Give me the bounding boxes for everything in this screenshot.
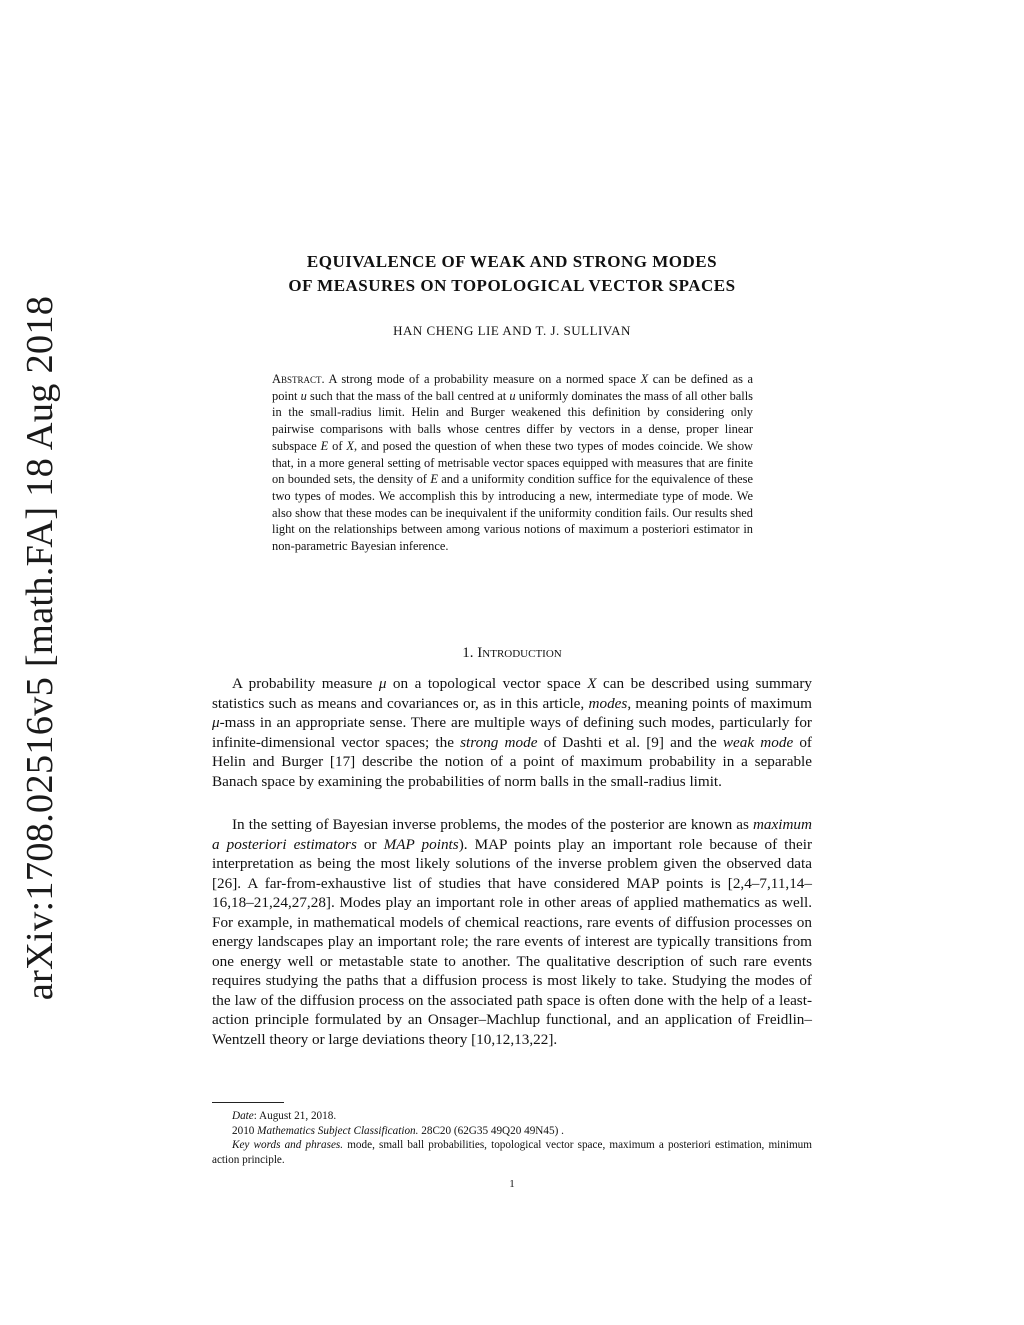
body-text: on a topological vector space <box>386 675 588 692</box>
body-text: can be described using summary statistics such as means and covariances or, as in this article, <box>212 675 813 712</box>
body-text: of Dashti et al. [9] and the <box>537 733 723 751</box>
abstract-text: of <box>328 438 347 453</box>
math-symbol: X <box>587 675 597 692</box>
math-symbol: E <box>430 472 438 487</box>
emphasis: modes <box>588 694 628 712</box>
footnote-label: Mathematics Subject Classification. <box>257 1124 419 1137</box>
intro-paragraph-2 <box>212 815 812 1049</box>
math-symbol: u <box>300 388 307 403</box>
math-symbol: μ <box>378 675 387 692</box>
footnote-label: Key words and phrases. <box>232 1139 344 1152</box>
page-number: 1 <box>509 1178 515 1190</box>
section-number: 1. <box>462 645 474 661</box>
footnote-text: : August 21, 2018. <box>253 1110 337 1122</box>
body-text: of Helin and Burger [17] describe the notion of a point of maximum probability in a separable Banach space by examining the probabilities of norm balls in the small-radius limit. <box>212 733 812 790</box>
abstract-text: uniformly dominates the mass of all other balls in the small-radius limit. Helin and Burger weakened this definition by considering only pairwise comparisons with balls whose centres differ by vectors in a dense, proper linear subspace <box>272 388 753 453</box>
math-symbol: X <box>346 438 354 453</box>
authors: HAN CHENG LIE AND T. J. SULLIVAN <box>393 323 631 338</box>
emphasis: MAP points <box>383 835 459 853</box>
arxiv-sidebar-stamp <box>12 295 68 1001</box>
emphasis: maximum a posteriori estimators <box>212 816 812 853</box>
abstract <box>272 371 753 555</box>
body-text: , meaning points of maximum <box>627 694 812 712</box>
footnote-text: 28C20 (62G35 49Q20 49N45) . <box>418 1124 564 1137</box>
body-text: A probability measure <box>232 675 379 692</box>
math-symbol: μ <box>212 714 220 731</box>
abstract-text: A strong mode of a probability measure on a normed space <box>324 372 641 386</box>
emphasis: strong mode <box>460 733 538 751</box>
footnote-date <box>212 1109 812 1124</box>
footnote-keywords <box>212 1138 812 1167</box>
abstract-label: Abstract. <box>272 372 325 386</box>
abstract-text: such that the mass of the ball centred at <box>306 388 510 403</box>
footnote-text: mode, small ball probabilities, topological vector space, maximum a posteriori estimation, minimum action principle. <box>212 1139 812 1166</box>
footnotes <box>212 1109 812 1167</box>
paper-title <box>212 250 812 298</box>
body-text: ). MAP points play an important role because of their interpretation as being the most likely solutions of the inverse problem given the observed data [26]. A far-from-exhaustive list of studies that have considered MAP points is [2,4–7,11,14–16,18–21,24,27,28]. Modes play an important role in other areas of applied mathematics as well. For example, in mathematical models of chemical reactions, rare events of diffusion processes on energy landscapes play an important role; the rare events of interest are typically transitions from one energy well or metastable state to another. The qualitative description of such rare events requires studying the paths that a diffusion process is most likely to take. Studying the modes of the law of the diffusion process on the associated path space is often done with the help of a least-action principle formulated by an Onsager–Machlup functional, and an application of Freidlin–Wentzell theory or large deviations theory [10,12,13,22]. <box>212 835 813 1048</box>
section-title: Introduction <box>477 645 562 661</box>
footnote-text: 2010 <box>232 1124 258 1137</box>
body-text: or <box>356 835 384 853</box>
body-text: In the setting of Bayesian inverse problems, the modes of the posterior are known as <box>232 816 753 833</box>
title-line-2: OF MEASURES ON TOPOLOGICAL VECTOR SPACES <box>288 276 736 295</box>
math-symbol: E <box>320 438 329 453</box>
section-heading <box>212 645 812 662</box>
footnote-label: Date <box>232 1110 254 1122</box>
footnote-msc <box>212 1124 812 1139</box>
abstract-text: , and posed the question of when these two types of modes coincide. We show that, in a more general setting of metrisable vector spaces equipped with measures that are finite on bounded sets, the density of <box>272 438 754 487</box>
arxiv-identifier: arXiv:1708.02516v5 [math.FA] 18 Aug 2018 <box>19 295 61 1001</box>
math-symbol: X <box>640 372 649 386</box>
intro-paragraph-1 <box>212 674 812 791</box>
math-symbol: u <box>509 388 516 403</box>
emphasis: weak mode <box>722 733 794 751</box>
title-line-1: EQUIVALENCE OF WEAK AND STRONG MODES <box>306 252 718 271</box>
abstract-text: can be defined as a point <box>272 372 753 403</box>
footnote-rule <box>212 1102 284 1103</box>
abstract-text: and a uniformity condition suffice for the equivalence of these two types of modes. We accomplish this by introducing a new, intermediate type of mode. We also show that these modes can be inequivalent if the uniformity condition fails. Our results shed light on the relationships between among various notions of maximum a posteriori estimator in non-parametric Bayesian inference. <box>272 472 753 554</box>
body-text: -mass in an appropriate sense. There are multiple ways of defining such modes, particularly for infinite-dimensional vector spaces; the <box>212 714 812 751</box>
